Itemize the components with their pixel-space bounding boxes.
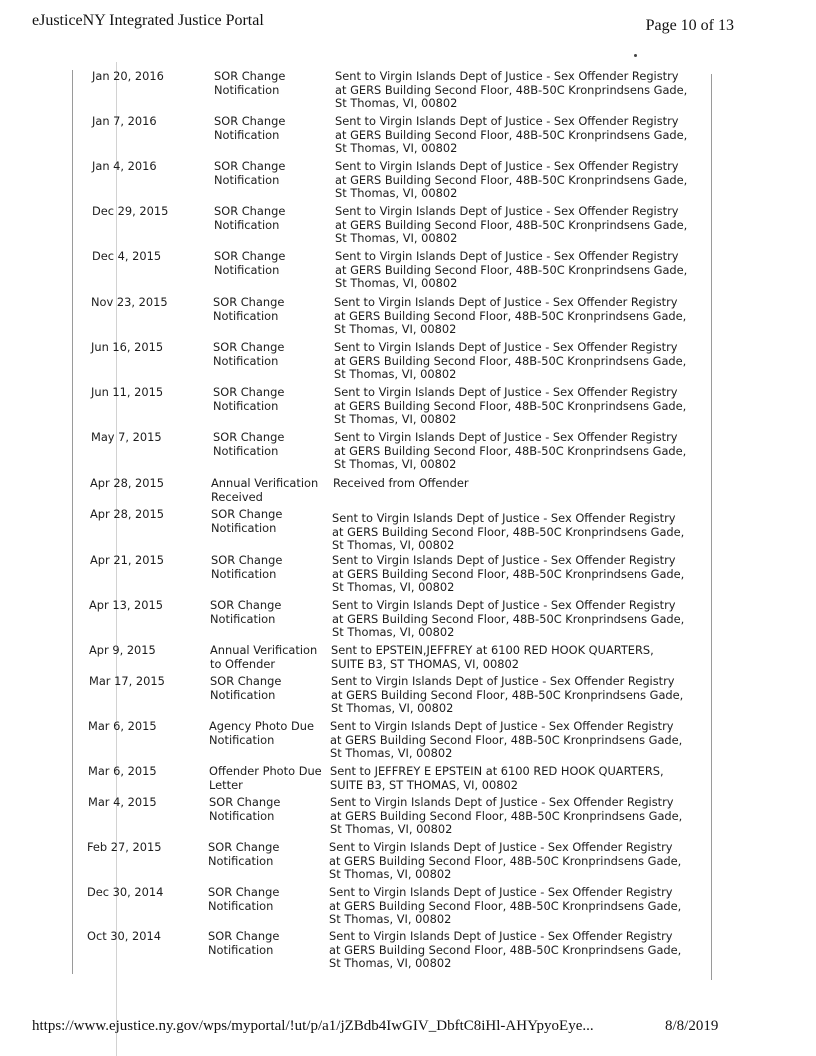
entry-type: SOR Change Notification xyxy=(213,295,285,323)
entry-description: Sent to Virgin Islands Dept of Justice - Sex Offender Registry at GERS Building Second Floor, 48B-50C Kronprindsens Gade, St Thomas, VI, 00802 xyxy=(329,885,682,927)
entry-date: Mar 6, 2015 xyxy=(88,764,157,778)
entry-date: Dec 29, 2015 xyxy=(92,204,169,218)
entry-description: Sent to Virgin Islands Dept of Justice - Sex Offender Registry at GERS Building Second Floor, 48B-50C Kronprindsens Gade, St Thomas, VI, 00802 xyxy=(334,295,687,337)
page-header xyxy=(0,0,816,40)
entry-description: Sent to EPSTEIN,JEFFREY at 6100 RED HOOK QUARTERS, SUITE B3, ST THOMAS, VI, 00802 xyxy=(331,643,654,671)
entry-date: Jun 11, 2015 xyxy=(91,385,164,399)
footer-url: https://www.ejustice.ny.gov/wps/myportal/!ut/p/a1/jZBdb4IwGIV_DbftC8iHl-AHYpyoEye... xyxy=(32,1018,594,1034)
entry-type: SOR Change Notification xyxy=(210,598,282,626)
entry-description: Sent to Virgin Islands Dept of Justice - Sex Offender Registry at GERS Building Second Floor, 48B-50C Kronprindsens Gade, St Thomas, VI, 00802 xyxy=(332,553,685,595)
entry-type: SOR Change Notification xyxy=(210,674,282,702)
entry-date: Apr 21, 2015 xyxy=(90,553,165,567)
entry-type: SOR Change Notification xyxy=(213,385,285,413)
entry-description: Sent to Virgin Islands Dept of Justice - Sex Offender Registry at GERS Building Second Floor, 48B-50C Kronprindsens Gade, St Thomas, VI, 00802 xyxy=(334,430,687,472)
entry-type: SOR Change Notification xyxy=(211,507,283,535)
entry-type: SOR Change Notification xyxy=(211,553,283,581)
entry-description: Sent to Virgin Islands Dept of Justice - Sex Offender Registry at GERS Building Second Floor, 48B-50C Kronprindsens Gade, St Thomas, VI, 00802 xyxy=(335,204,688,246)
entry-type: SOR Change Notification xyxy=(213,340,285,368)
entry-date: Jan 4, 2016 xyxy=(92,159,157,173)
entry-description: Sent to Virgin Islands Dept of Justice - Sex Offender Registry at GERS Building Second Floor, 48B-50C Kronprindsens Gade, St Thomas, VI, 00802 xyxy=(329,929,682,971)
entry-date: Jan 20, 2016 xyxy=(92,69,164,83)
entry-description: Sent to Virgin Islands Dept of Justice - Sex Offender Registry at GERS Building Second Floor, 48B-50C Kronprindsens Gade, St Thomas, VI, 00802 xyxy=(334,340,687,382)
entry-date: Oct 30, 2014 xyxy=(87,929,162,943)
entry-description: Sent to Virgin Islands Dept of Justice - Sex Offender Registry at GERS Building Second Floor, 48B-50C Kronprindsens Gade, St Thomas, VI, 00802 xyxy=(335,159,688,201)
entry-type: SOR Change Notification xyxy=(214,69,286,97)
entry-type: SOR Change Notification xyxy=(213,430,285,458)
entry-type: SOR Change Notification xyxy=(209,795,281,823)
page-number: Page 10 of 13 xyxy=(645,17,734,34)
entry-date: Apr 13, 2015 xyxy=(89,598,164,612)
entry-date: Jun 16, 2015 xyxy=(91,340,164,354)
entry-type: SOR Change Notification xyxy=(214,249,286,277)
entry-description: Sent to Virgin Islands Dept of Justice - Sex Offender Registry at GERS Building Second Floor, 48B-50C Kronprindsens Gade, St Thomas, VI, 00802 xyxy=(329,840,682,882)
entry-description: Sent to Virgin Islands Dept of Justice - Sex Offender Registry at GERS Building Second Floor, 48B-50C Kronprindsens Gade, St Thomas, VI, 00802 xyxy=(332,598,685,640)
entry-type: SOR Change Notification xyxy=(208,885,280,913)
entry-description: Sent to Virgin Islands Dept of Justice - Sex Offender Registry at GERS Building Second Floor, 48B-50C Kronprindsens Gade, St Thomas, VI, 00802 xyxy=(332,511,685,553)
entry-date: Dec 4, 2015 xyxy=(92,249,162,263)
page-footer xyxy=(0,1012,816,1042)
scan-speck xyxy=(634,54,637,57)
entry-description: Sent to Virgin Islands Dept of Justice - Sex Offender Registry at GERS Building Second Floor, 48B-50C Kronprindsens Gade, St Thomas, VI, 00802 xyxy=(335,249,688,291)
entry-date: Apr 28, 2015 xyxy=(90,507,165,521)
entry-date: Mar 17, 2015 xyxy=(89,674,165,688)
portal-title: eJusticeNY Integrated Justice Portal xyxy=(32,12,264,29)
entry-description: Sent to Virgin Islands Dept of Justice - Sex Offender Registry at GERS Building Second Floor, 48B-50C Kronprindsens Gade, St Thomas, VI, 00802 xyxy=(335,69,688,111)
entry-description: Sent to Virgin Islands Dept of Justice - Sex Offender Registry at GERS Building Second Floor, 48B-50C Kronprindsens Gade, St Thomas, VI, 00802 xyxy=(330,795,683,837)
entry-type: SOR Change Notification xyxy=(214,204,286,232)
entry-date: Mar 6, 2015 xyxy=(88,719,157,733)
entry-type: SOR Change Notification xyxy=(208,929,280,957)
entry-description: Sent to Virgin Islands Dept of Justice - Sex Offender Registry at GERS Building Second Floor, 48B-50C Kronprindsens Gade, St Thomas, VI, 00802 xyxy=(331,674,684,716)
entry-date: Mar 4, 2015 xyxy=(88,795,157,809)
entry-date: Apr 9, 2015 xyxy=(89,643,156,657)
entry-description: Sent to Virgin Islands Dept of Justice - Sex Offender Registry at GERS Building Second Floor, 48B-50C Kronprindsens Gade, St Thomas, VI, 00802 xyxy=(334,385,687,427)
entry-description: Received from Offender xyxy=(333,476,469,490)
entry-description: Sent to JEFFREY E EPSTEIN at 6100 RED HOOK QUARTERS, SUITE B3, ST THOMAS, VI, 00802 xyxy=(330,764,664,792)
entry-type: SOR Change Notification xyxy=(214,114,286,142)
entry-description: Sent to Virgin Islands Dept of Justice - Sex Offender Registry at GERS Building Second Floor, 48B-50C Kronprindsens Gade, St Thomas, VI, 00802 xyxy=(330,719,683,761)
entry-date: Jan 7, 2016 xyxy=(92,114,157,128)
footer-date: 8/8/2019 xyxy=(665,1018,719,1034)
entry-date: May 7, 2015 xyxy=(91,430,162,444)
entry-description: Sent to Virgin Islands Dept of Justice - Sex Offender Registry at GERS Building Second Floor, 48B-50C Kronprindsens Gade, St Thomas, VI, 00802 xyxy=(335,114,688,156)
entry-date: Feb 27, 2015 xyxy=(87,840,162,854)
entry-type: Annual Verification to Offender xyxy=(210,643,318,671)
entry-date: Nov 23, 2015 xyxy=(91,295,168,309)
entry-date: Dec 30, 2014 xyxy=(87,885,164,899)
entry-date: Apr 28, 2015 xyxy=(90,476,165,490)
entry-type: Annual Verification Received xyxy=(211,476,319,504)
entry-type: SOR Change Notification xyxy=(214,159,286,187)
entry-type: SOR Change Notification xyxy=(208,840,280,868)
history-table xyxy=(0,70,816,970)
entry-type: Agency Photo Due Notification xyxy=(209,719,314,747)
entry-type: Offender Photo Due Letter xyxy=(209,764,322,792)
